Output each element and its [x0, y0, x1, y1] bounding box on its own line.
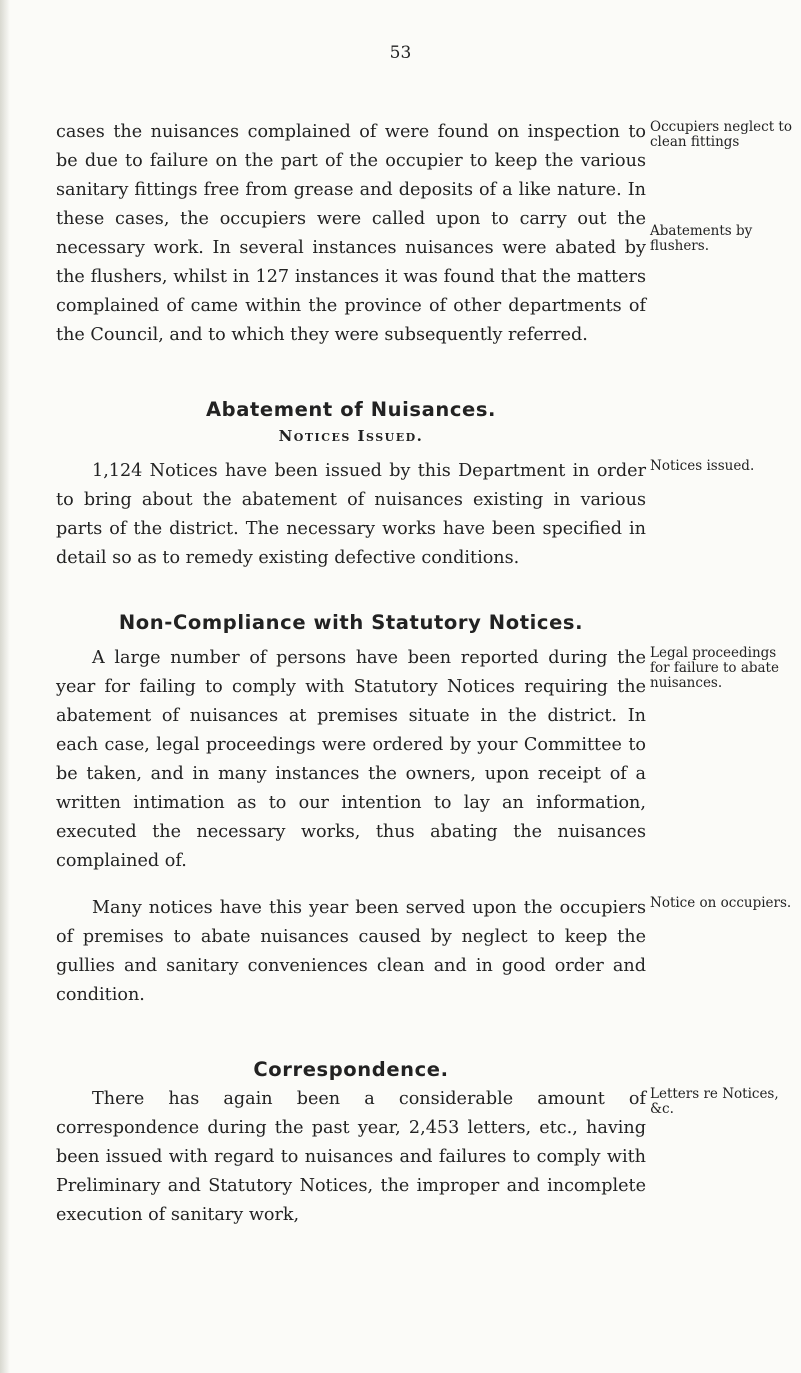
occupiers-paragraph: Many notices have this year been served upon the occupiers of premises to abate nuisances caused by neglect to keep the gullies and sanitary conveniences clean and in good order and condition.: [56, 898, 646, 1005]
section-heading-correspondence: Correspondence.: [253, 1058, 449, 1081]
margin-note-notice-on-occupiers: Notice on occupiers.: [650, 895, 792, 911]
abatement-paragraph: 1,124 Notices have been issued by this Department in order to bring about the abatement of nuisances existing in various parts of the district. The necessary works have been specified in detail so as to remedy existing defective conditions.: [56, 461, 646, 568]
section-heading-noncompliance: Non-Compliance with Statutory Notices.: [118, 611, 584, 634]
section-subheading-notices-issued: Notices Issued.: [278, 427, 424, 445]
section-heading-abatement: Abatement of Nuisances.: [205, 398, 497, 421]
margin-note-abatements-flushers: Abatements by flushers.: [650, 223, 753, 254]
margin-note-notices-issued: Notices issued.: [650, 458, 755, 474]
correspondence-section: [56, 1085, 801, 1230]
margin-note-letters-notices: Letters re Notices, &c.: [650, 1086, 779, 1117]
intro-margin-notes: [650, 118, 800, 350]
intro-section: [56, 118, 801, 350]
noncompliance-section: [56, 644, 801, 876]
page-edge-shadow: [0, 0, 10, 1373]
occupiers-section: [56, 894, 801, 1010]
margin-note-legal-proceedings: Legal proceedings for failure to abate nuisances.: [650, 645, 779, 691]
noncompliance-paragraph: A large number of persons have been reported during the year for failing to comply with Statutory Notices requiring the abatement of nuisances at premises situate in the district. In each case, legal proceedings were ordered by your Committee to be taken, and in many instances the owners, upon receipt of a written intimation as to our intention to lay an information, executed the necessary works, thus abating the nuisances complained of.: [56, 648, 646, 871]
intro-paragraph: cases the nuisances complained of were found on inspection to be due to failure on the part of the occupier to keep the various sanitary fittings free from grease and deposits of a like nature. In these cases, the occupiers were called upon to carry out the necessary work. In several instances nuisances were abated by the flushers, whilst in 127 instances it was found that the matters complained of came within the province of other departments of the Council, and to which they were subsequently referred.: [56, 122, 646, 345]
document-page: [56, 118, 801, 1230]
page-number: 53: [389, 43, 412, 63]
abatement-section: [56, 457, 801, 573]
correspondence-paragraph: There has again been a considerable amount of correspondence during the past year, 2,453 letters, etc., having been issued with regard to nuisances and failures to comply with Preliminary and Statutory Notices, the improper and incomplete execution of sanitary work,: [56, 1089, 646, 1225]
margin-note-occupiers-neglect: Occupiers neglect to clean fittings: [650, 119, 792, 150]
